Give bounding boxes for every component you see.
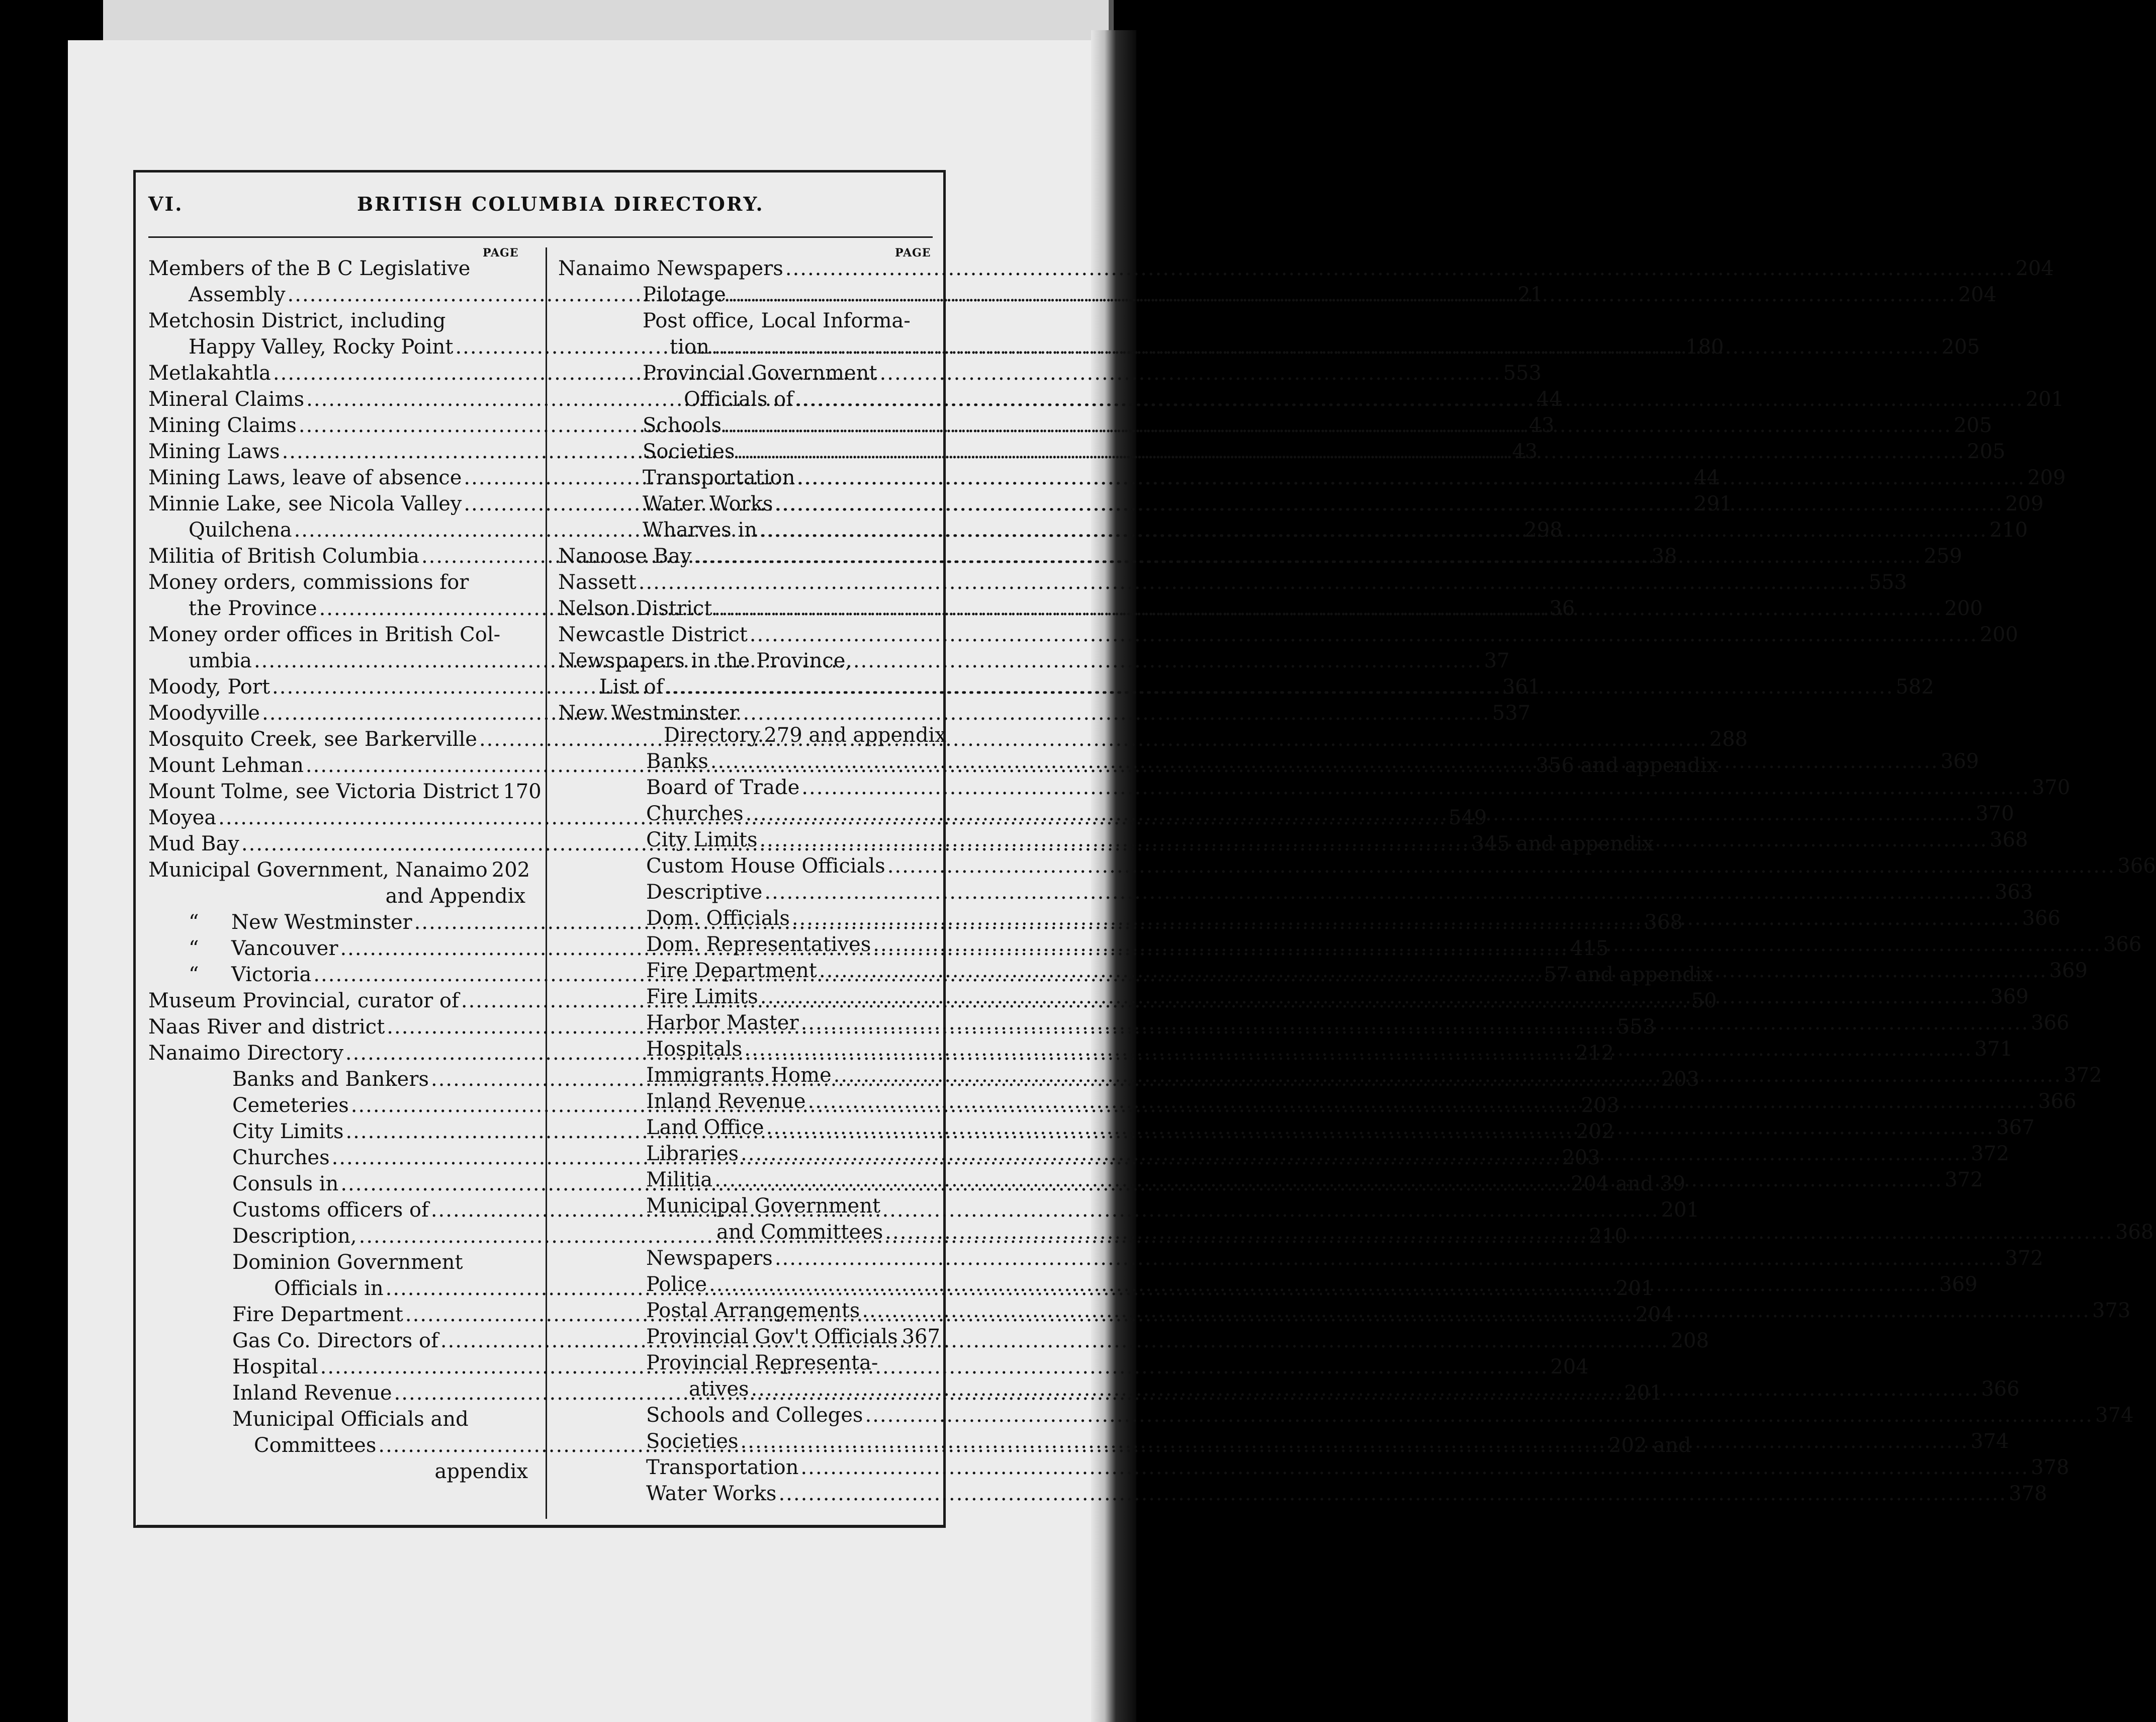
index-entry: Metlakahtla ..... 553 (148, 360, 525, 386)
index-entry: Custom House Officials ..... 366 (646, 853, 938, 879)
index-entry: Happy Valley, Rocky Point ..... 180 (189, 334, 525, 360)
index-entry: Officials in ..... 201 (274, 1275, 525, 1302)
index-entry: Nanaimo Newspapers ..... 204 (558, 255, 938, 282)
index-entry: Mining Laws, leave of absence ..... 44 (148, 465, 525, 491)
index-entry: Churches ..... 203 (232, 1145, 525, 1171)
index-entry: Transportation ..... 378 (646, 1454, 938, 1481)
index-entry: Churches ..... 370 (646, 801, 938, 827)
index-entry: Municipal Government, Nanaimo 202 (148, 858, 530, 882)
index-entry: Mining Claims ..... 43 (148, 412, 525, 439)
index-entry: Mineral Claims ..... 44 (148, 386, 525, 412)
index-entry: List of ..... 582 (599, 674, 938, 700)
index-entry: Inland Revenue ..... 366 (646, 1088, 938, 1114)
index-entry: Banks ..... 369 (646, 748, 938, 774)
index-entry: Metchosin District, including (148, 309, 446, 332)
index-entry: Fire Limits ..... 369 (646, 984, 938, 1010)
index-entry: Officials of ..... 201 (684, 386, 938, 412)
index-entry: Assembly ..... 21 (189, 282, 525, 308)
index-entry: New Westminster ..... 368 (231, 909, 525, 935)
index-entry: Money orders, commissions for (148, 571, 469, 594)
right-page-label: PAGE (895, 246, 931, 260)
index-entry: Moyea ..... 549 (148, 805, 525, 831)
index-entry: umbia ..... 37 (189, 648, 525, 674)
page-number: VI. (148, 193, 184, 215)
index-entry: Wharves in ..... 210 (643, 517, 938, 543)
index-entry: Moodyville ..... 537 (148, 700, 525, 726)
index-entry: Hospital ..... 204 (232, 1354, 525, 1380)
index-entry: the Province ..... 36 (189, 595, 525, 622)
index-entry: Police ..... 369 (646, 1271, 938, 1298)
index-entry: Mud Bay ..... 345 and appendix (148, 831, 525, 857)
index-entry: Transportation ..... 209 (643, 465, 938, 491)
index-entry: Municipal Government (646, 1194, 881, 1218)
index-entry: Dom. Representatives ..... 366 (646, 931, 938, 958)
index-entry: Postal Arrangements ..... 373 (646, 1298, 938, 1324)
frame-inner-rule (137, 1525, 943, 1526)
index-entry: Mount Tolme, see Victoria District 170 (148, 780, 542, 803)
index-entry: Fire Department ..... 204 (232, 1302, 525, 1328)
index-entry: Militia of British Columbia ..... 38 (148, 543, 525, 569)
index-entry: Naas River and district ..... 553 (148, 1014, 525, 1040)
index-entry: Vancouver ..... 415 (231, 935, 525, 962)
index-entry: Water Works ..... 209 (643, 491, 938, 517)
index-entry: Societies ..... 374 (646, 1428, 938, 1454)
index-entry: and Committees ..... 368 (716, 1219, 938, 1245)
index-entry: Victoria ..... 57 and appendix (231, 962, 525, 988)
index-entry: Nassett ..... 553 (558, 569, 938, 595)
index-entry: Minnie Lake, see Nicola Valley ..... 291 (148, 491, 525, 517)
index-entry: Provincial Representa- (646, 1351, 878, 1374)
index-entry: Description, ..... 210 (232, 1223, 525, 1249)
index-entry: Dom. Officials ..... 366 (646, 905, 938, 931)
index-entry: Water Works ..... 378 (646, 1481, 938, 1507)
index-entry: Provincial Government (643, 362, 877, 385)
index-entry: atives ..... 366 (689, 1376, 938, 1402)
index-entry: Directory.279 and appendix (664, 724, 946, 747)
ditto-mark: “ (189, 911, 199, 934)
index-entry: City Limits ..... 368 (646, 827, 938, 853)
index-entry: Libraries ..... 372 (646, 1141, 938, 1167)
index-entry: Societies ..... 205 (643, 439, 938, 465)
index-entry: Nanoose Bay ..... 259 (558, 543, 938, 569)
index-entry: Mosquito Creek, see Barkerville ..... 288 (148, 726, 525, 752)
index-entry: appendix (434, 1460, 528, 1483)
index-entry: Quilchena ..... 298 (189, 517, 525, 543)
index-entry: Hospitals ..... 371 (646, 1036, 938, 1062)
index-entry: Newspapers in the Province, (558, 649, 852, 672)
index-entry: Pilotage ..... 204 (643, 282, 938, 308)
left-page-label: PAGE (483, 246, 519, 260)
index-entry: Customs officers of ..... 201 (232, 1197, 525, 1223)
index-entry: Nanaimo Directory ..... 212 (148, 1040, 525, 1066)
index-entry: New Westminster (558, 702, 739, 725)
index-entry: Banks and Bankers ..... 203 (232, 1066, 525, 1092)
index-entry: Harbor Master ..... 366 (646, 1010, 938, 1036)
index-entry: Gas Co. Directors of ..... 208 (232, 1328, 525, 1354)
index-entry: and Appendix (385, 885, 525, 908)
index-entry: Post office, Local Informa- (643, 309, 911, 332)
index-entry: Nelson District ..... 200 (558, 595, 938, 622)
index-entry: Provincial Gov't Officials 367 (646, 1325, 940, 1348)
index-entry: Newcastle District ..... 200 (558, 622, 938, 648)
index-entry: Inland Revenue ..... 201 (232, 1380, 525, 1406)
ditto-mark: “ (189, 937, 199, 960)
header-rule (148, 236, 933, 238)
index-entry: Consuls in ..... 204 and 39 (232, 1171, 525, 1197)
index-entry: Cemeteries ..... 203 (232, 1092, 525, 1118)
index-entry: City Limits ..... 202 (232, 1118, 525, 1145)
index-entry: Municipal Officials and (232, 1408, 469, 1431)
index-entry: Immigrants Home ..... 372 (646, 1062, 938, 1088)
index-entry: Dominion Government (232, 1251, 463, 1274)
index-entry: Board of Trade ..... 370 (646, 774, 938, 801)
index-entry: Members of the B C Legislative (148, 257, 471, 280)
index-entry: Museum Provincial, curator of ..... 50 (148, 988, 525, 1014)
index-entry: Land Office ..... 367 (646, 1114, 938, 1141)
page-title: BRITISH COLUMBIA DIRECTORY. (357, 193, 764, 215)
ditto-mark: “ (189, 963, 199, 986)
index-entry: Descriptive ..... 363 (646, 879, 938, 905)
index-entry: tion ..... 205 (670, 334, 938, 360)
index-entry: Newspapers ..... 372 (646, 1245, 938, 1271)
index-entry: Mount Lehman ..... 356 and appendix (148, 752, 525, 779)
index-entry: Schools and Colleges ..... 374 (646, 1402, 938, 1428)
index-entry: Committees ..... 202 and (254, 1432, 528, 1458)
index-entry: Mining Laws ..... 43 (148, 439, 525, 465)
index-entry: Schools ..... 205 (643, 412, 938, 439)
index-entry: Money order offices in British Col- (148, 623, 501, 646)
index-entry: Moody, Port ..... 361 (148, 674, 525, 700)
index-entry: Fire Department ..... 369 (646, 958, 938, 984)
index-entry: Militia ..... 372 (646, 1167, 938, 1193)
